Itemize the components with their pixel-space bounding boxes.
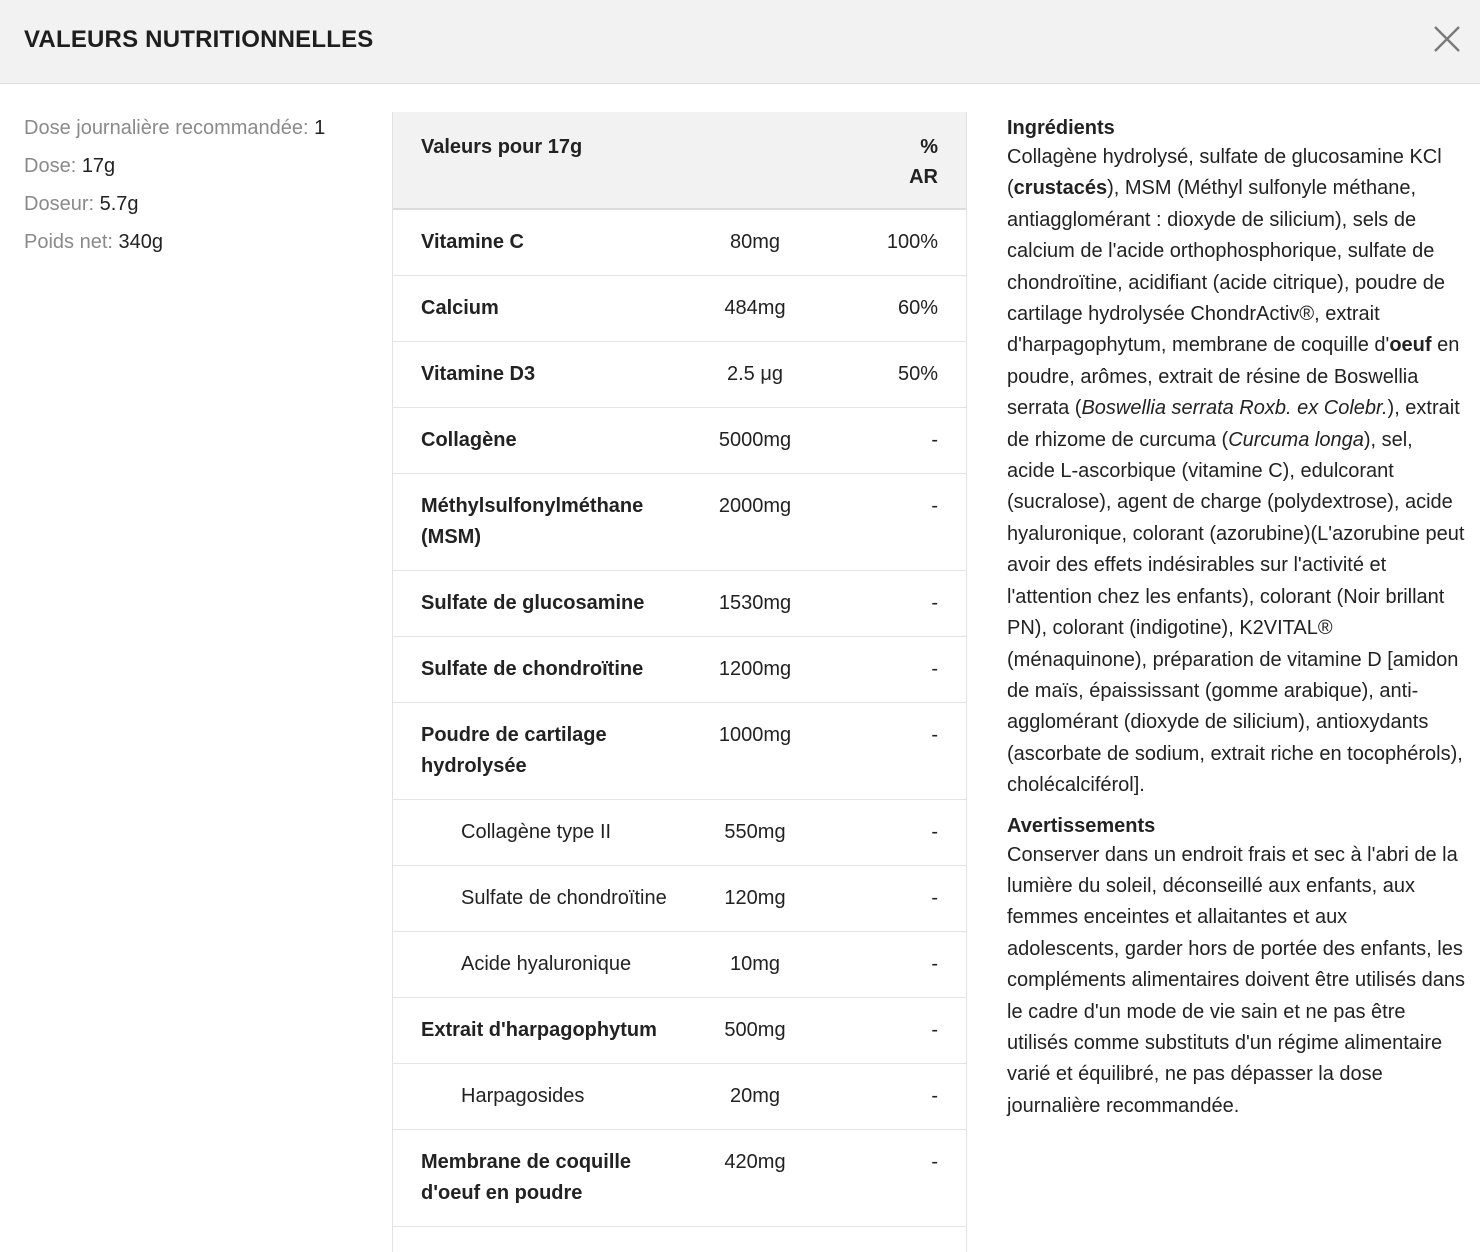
nutrient-name: Méthylsulfonylméthane (MSM) <box>393 474 685 571</box>
table-row <box>393 209 966 276</box>
ingredients-part: ), extrait de rhizome de curcuma ( <box>1007 397 1460 451</box>
dosage-info <box>24 114 374 266</box>
nutrient-pct: - <box>825 703 966 800</box>
table-subrow <box>393 800 966 866</box>
nutrient-pct: 50% <box>825 342 966 408</box>
nutrient-pct: 100% <box>825 209 966 276</box>
warnings-title: Avertissements <box>1007 814 1156 837</box>
info-label: Doseur: <box>24 193 95 215</box>
nutrient-name: Sulfate de chondroïtine <box>393 637 685 703</box>
info-row-scoop <box>24 190 374 228</box>
table-header-pct-label: AR <box>909 166 938 188</box>
table-row <box>393 703 966 800</box>
table-header-pct <box>825 112 966 209</box>
nutrient-pct: 60% <box>825 276 966 342</box>
nutrient-name: Harpagosides <box>393 1064 685 1130</box>
nutrient-pct: - <box>825 800 966 866</box>
nutrient-name: Vitamine C <box>393 209 685 276</box>
nutrient-amount: 5000mg <box>685 408 825 474</box>
nutrient-pct: - <box>825 408 966 474</box>
nutrient-name: Sulfate de glucosamine <box>393 571 685 637</box>
nutrient-amount: 120mg <box>685 866 825 932</box>
nutrient-amount: 2.5 μg <box>685 342 825 408</box>
table-header-row <box>393 112 966 209</box>
info-row-net-weight <box>24 228 374 266</box>
info-row-dose <box>24 152 374 190</box>
info-label: Poids net: <box>24 231 113 253</box>
nutrient-amount: 1000mg <box>685 703 825 800</box>
nutrient-pct: - <box>825 637 966 703</box>
table-row <box>393 408 966 474</box>
table-subrow <box>393 932 966 998</box>
nutrient-name: Vitamine D3 <box>393 342 685 408</box>
nutrient-name: Extrait d'harpagophytum <box>393 998 685 1064</box>
info-label: Dose: <box>24 155 77 177</box>
allergen-egg: oeuf <box>1389 334 1432 357</box>
modal-title: VALEURS NUTRITIONNELLES <box>24 26 374 53</box>
info-row-daily-dose <box>24 114 374 152</box>
nutrient-pct: - <box>825 1064 966 1130</box>
nutrient-amount: 80mg <box>685 209 825 276</box>
ingredients-title: Ingrédients <box>1007 117 1115 139</box>
product-details <box>1007 114 1465 1122</box>
modal-header <box>0 0 1480 84</box>
nutrient-pct: - <box>825 866 966 932</box>
nutrient-amount: 550mg <box>685 800 825 866</box>
nutrient-pct: - <box>825 1130 966 1227</box>
nutrient-amount: 484mg <box>685 276 825 342</box>
nutrient-amount: 20mg <box>685 1064 825 1130</box>
table-header-name: Valeurs pour 17g <box>393 112 825 209</box>
nutrient-name: Calcium <box>393 276 685 342</box>
table-subrow <box>393 866 966 932</box>
nutrient-amount: 1200mg <box>685 637 825 703</box>
nutrient-pct: - <box>825 571 966 637</box>
nutrient-amount: 2000mg <box>685 474 825 571</box>
ingredients-part: ), sel, acide L-ascorbique (vitamine C), edulcorant (sucralose), agent de charge (polydextrose), acide hyaluronique, colorant (azorubine)(L'azorubine peut avoir des effets indésirables sur l'activité et l'attention chez les enfants), colorant (Noir brillant PN), colorant (indigotine), K2VITAL® (ménaquinone), préparation de vitamine D [amidon de maïs, épaississant (gomme arabique), anti-agglomérant (dioxyde de silicium), antioxydants (ascorbate de sodium, extrait riche en tocophérols), cholécalciférol]. <box>1007 428 1465 797</box>
info-value: 1 <box>314 117 326 139</box>
close-icon[interactable] <box>1430 22 1464 56</box>
ingredients-part: en poudre, arômes, extrait de résine de Boswellia serrata ( <box>1007 334 1460 420</box>
nutrient-name: Collagène <box>393 408 685 474</box>
ingredients-latin-name: Boswellia serrata Roxb. ex Colebr. <box>1081 397 1388 420</box>
nutrient-amount: 1530mg <box>685 571 825 637</box>
nutrient-name: Membrane de coquille d'oeuf en poudre <box>393 1130 685 1227</box>
table-row <box>393 342 966 408</box>
info-value: 340g <box>118 231 164 253</box>
close-button[interactable] <box>1430 22 1464 56</box>
nutrient-name: Collagène type II <box>393 800 685 866</box>
table-header-pct-symbol: % <box>920 136 938 158</box>
table-row <box>393 637 966 703</box>
info-value: 17g <box>81 155 116 177</box>
nutrient-amount: 500mg <box>685 998 825 1064</box>
table-subrow <box>393 1064 966 1130</box>
nutrient-pct: - <box>825 998 966 1064</box>
ingredients-part: ), MSM (Méthyl sulfonyle méthane, antiagglomérant : dioxyde de silicium), sels de calcium de l'acide orthophosphorique, sulfate de chondroïtine, acidifiant (acide citrique), poudre de cartilage hydrolysée ChondrActiv®, extrait d'harpagophytum, membrane de coquille d' <box>1007 177 1446 357</box>
nutrient-amount: 420mg <box>685 1130 825 1227</box>
ingredients-text <box>1007 142 1465 802</box>
nutrient-pct: - <box>825 932 966 998</box>
table-row <box>393 998 966 1064</box>
nutrient-pct: - <box>825 474 966 571</box>
nutrient-name: Poudre de cartilage hydrolysée <box>393 703 685 800</box>
nutrient-amount: 10mg <box>685 932 825 998</box>
nutrient-name: Sulfate de chondroïtine <box>393 866 685 932</box>
allergen-crustaceans: crustacés <box>1013 177 1108 200</box>
nutrient-name: Acide hyaluronique <box>393 932 685 998</box>
table-row <box>393 1130 966 1227</box>
ingredients-part: Collagène hydrolysé, sulfate de glucosamine KCl ( <box>1007 146 1442 200</box>
info-value: 5.7g <box>99 193 139 215</box>
ingredients-latin-name: Curcuma longa <box>1228 428 1364 451</box>
warnings-text: Conserver dans un endroit frais et sec à l'abri de la lumière du soleil, déconseillé aux enfants, aux femmes enceintes et allaitantes et aux adolescents, garder hors de portée des enfants, les compléments alimentaires doivent être utilisés dans le cadre d'un mode de vie sain et ne pas être utilisés comme substituts d'un régime alimentaire varié et équilibré, ne pas dépasser la dose journalière recommandée. <box>1007 843 1465 1117</box>
nutrition-table-container <box>392 112 967 1252</box>
nutrition-table <box>393 112 966 1227</box>
table-row <box>393 474 966 571</box>
table-row <box>393 276 966 342</box>
info-label: Dose journalière recommandée: <box>24 117 309 139</box>
table-row <box>393 571 966 637</box>
